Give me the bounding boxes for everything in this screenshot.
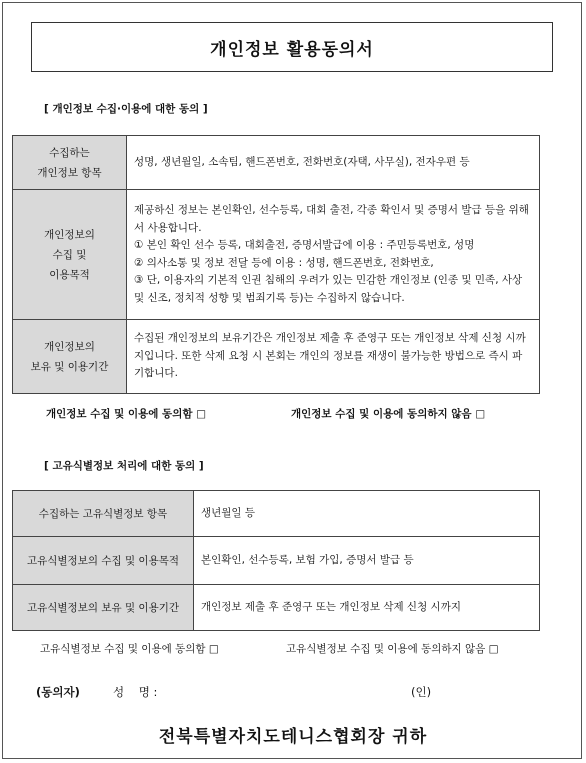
checkbox-disagree-personal[interactable]: □: [475, 408, 486, 420]
consent-agree-unique-id[interactable]: 고유식별정보 수집 및 이용에 동의함 □: [40, 643, 219, 655]
document-title: 개인정보 활용동의서: [210, 39, 374, 60]
signer-name-label: 성 명 :: [113, 685, 158, 699]
table-row: [13, 136, 540, 190]
consent-disagree-unique-id[interactable]: 고유식별정보 수집 및 이용에 동의하지 않음 □: [286, 643, 499, 655]
table-row: [13, 320, 540, 394]
row-header: 수집하는 고유식별정보 항목: [13, 491, 194, 537]
closing-addressee: 전북특별자치도테니스협회장 귀하: [158, 727, 428, 747]
table-row: [13, 585, 540, 631]
consent-disagree-personal[interactable]: 개인정보 수집 및 이용에 동의하지 않음 □: [291, 408, 486, 420]
row-content: 본인확인, 선수등록, 보험 가입, 증명서 발급 등: [194, 537, 540, 585]
title-box: [31, 22, 553, 72]
section-heading-unique-id: [ 고유식별정보 처리에 대한 동의 ]: [44, 460, 204, 472]
row-content: 성명, 생년월일, 소속팀, 핸드폰번호, 전화번호(자택, 사무실), 전자우편 등: [127, 136, 540, 190]
row-header: 수집하는 개인정보 항목: [13, 136, 127, 190]
row-header: 고유식별정보의 보유 및 이용기간: [13, 585, 194, 631]
table-row: [13, 537, 540, 585]
checkbox-agree-unique-id[interactable]: □: [208, 643, 219, 655]
checkbox-disagree-unique-id[interactable]: □: [488, 643, 499, 655]
checkbox-agree-personal[interactable]: □: [196, 408, 207, 420]
row-content: 개인정보 제출 후 준영구 또는 개인정보 삭제 신청 시까지: [194, 585, 540, 631]
personal-info-table: [12, 135, 540, 394]
table-row: [13, 190, 540, 320]
signer-label: (동의자): [36, 685, 80, 699]
consent-agree-personal[interactable]: 개인정보 수집 및 이용에 동의함 □: [46, 408, 207, 420]
unique-id-table: [12, 490, 540, 631]
row-header: 개인정보의 수집 및 이용목적: [13, 190, 127, 320]
section-heading-personal-info: [ 개인정보 수집·이용에 대한 동의 ]: [44, 103, 208, 115]
seal-mark: (인): [411, 685, 432, 699]
row-content: 수집된 개인정보의 보유기간은 개인정보 제출 후 준영구 또는 개인정보 삭제 신청 시까지입니다. 또한 삭제 요청 시 본회는 개인의 정보를 재생이 불가능한 방법으로 즉시 파기합니다.: [127, 320, 540, 394]
row-content: 제공하신 정보는 본인확인, 선수등록, 대회 출전, 각종 확인서 및 증명서 발급 등을 위해서 사용합니다. ① 본인 확인 선수 등록, 대회출전, 증명서발급에 이용 : 주민등록번호, 성명 ② 의사소통 및 정보 전달 등에 이용 : 성명, 핸드폰번호, 전화번호, ③ 단, 이용자의 기본적 인권 침해의 우려가 있는 민감한 개인정보 (인종 및 민족, 사상 및 신조, 정치적 성향 및 범죄기록 등)는 수집하지 않습니다.: [127, 190, 540, 320]
table-row: [13, 491, 540, 537]
row-header: 개인정보의 보유 및 이용기간: [13, 320, 127, 394]
row-content: 생년월일 등: [194, 491, 540, 537]
row-header: 고유식별정보의 수집 및 이용목적: [13, 537, 194, 585]
